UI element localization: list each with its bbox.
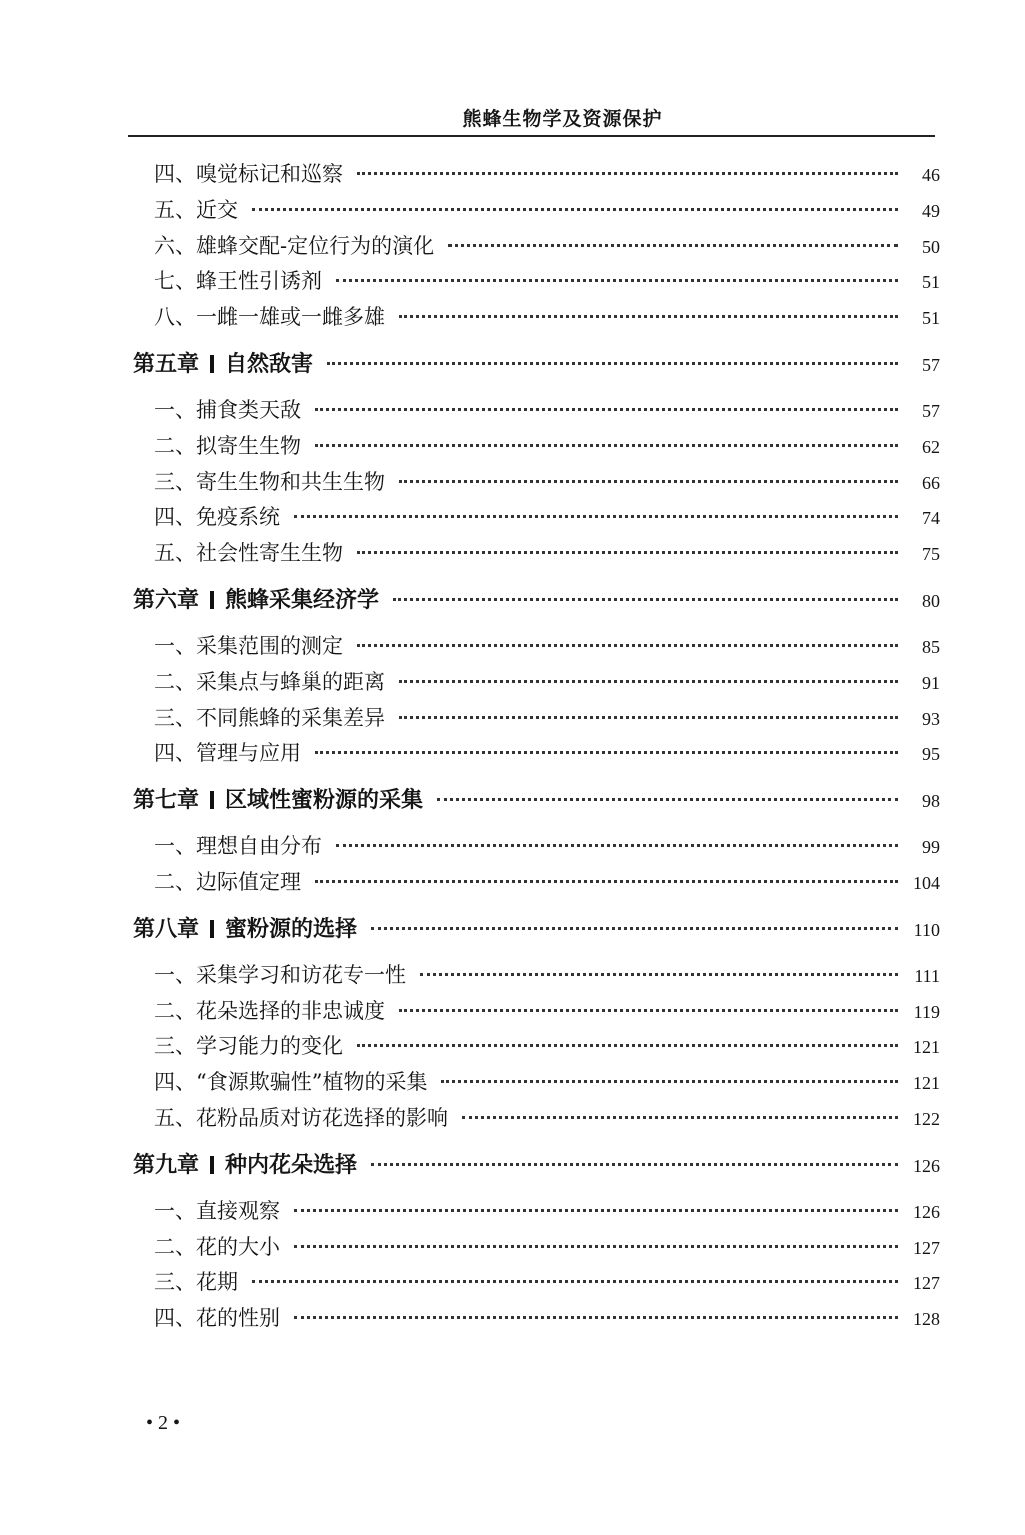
dot-leader (294, 1245, 898, 1248)
dot-leader (357, 1044, 898, 1047)
section-title: 六、雄蜂交配-定位行为的演化 (154, 233, 435, 258)
dot-leader (252, 208, 898, 211)
dot-leader (294, 515, 898, 518)
dot-leader (357, 172, 898, 175)
chapter-title: 熊蜂采集经济学 (225, 587, 380, 613)
entry-page-number: 121 (913, 1037, 940, 1058)
dot-leader (327, 362, 898, 365)
entry-page-number: 98 (922, 791, 940, 812)
toc-section-entry[interactable] (128, 265, 940, 301)
toc-section-entry[interactable] (128, 959, 940, 995)
entry-page-number: 75 (922, 544, 940, 565)
toc-section-entry[interactable] (128, 230, 940, 266)
page-number: • 2 • (146, 1412, 181, 1434)
toc-section-entry[interactable] (128, 1102, 940, 1138)
entry-page-number: 126 (913, 1155, 940, 1176)
chapter-title: 自然敌害 (225, 351, 314, 377)
chapter-number: 第六章 (133, 587, 200, 613)
entry-page-number: 127 (913, 1273, 940, 1294)
dot-leader (441, 1080, 898, 1083)
entry-page-number: 85 (922, 636, 940, 657)
entry-page-number: 49 (922, 200, 940, 221)
dot-leader (393, 598, 898, 601)
toc-section-entry[interactable] (128, 1030, 940, 1066)
section-title: 二、花的大小 (154, 1234, 280, 1259)
section-title: 五、社会性寄生生物 (154, 541, 343, 566)
entry-page-number: 80 (922, 590, 940, 611)
toc-chapter-entry[interactable] (128, 347, 940, 380)
toc-chapter-entry[interactable] (128, 783, 940, 816)
toc-section-entry[interactable] (128, 630, 940, 666)
section-title: 三、寄生生物和共生生物 (154, 469, 385, 494)
dot-leader (437, 798, 898, 801)
toc-section-entry[interactable] (128, 430, 940, 466)
chapter-title: 种内花朵选择 (225, 1152, 358, 1178)
entry-page-number: 62 (922, 436, 940, 457)
toc-chapter-entry[interactable] (128, 1148, 940, 1181)
chapter-separator-bar (210, 355, 214, 373)
toc-chapter-entry[interactable] (128, 912, 940, 945)
running-header-title: 熊蜂生物学及资源保护 (462, 108, 663, 130)
dot-leader (399, 480, 898, 483)
toc-section-entry[interactable] (128, 866, 940, 902)
toc-section-entry[interactable] (128, 537, 940, 573)
entry-page-number: 57 (922, 400, 940, 421)
dot-leader (420, 973, 898, 976)
toc-section-entry[interactable] (128, 995, 940, 1031)
toc-section-entry[interactable] (128, 702, 940, 738)
toc-section-entry[interactable] (128, 301, 940, 337)
toc-section-entry[interactable] (128, 1302, 940, 1338)
entry-page-number: 74 (922, 508, 940, 529)
toc-section-entry[interactable] (128, 1195, 940, 1231)
entry-page-number: 128 (913, 1309, 940, 1330)
dot-leader (371, 1163, 898, 1166)
entry-page-number: 93 (922, 708, 940, 729)
section-title: 七、蜂王性引诱剂 (154, 269, 322, 294)
dot-leader (315, 880, 898, 883)
dot-leader (357, 551, 898, 554)
toc-section-entry[interactable] (128, 830, 940, 866)
chapter-title: 蜜粉源的选择 (225, 916, 358, 942)
entry-page-number: 121 (913, 1073, 940, 1094)
entry-page-number: 91 (922, 672, 940, 693)
toc-section-entry[interactable] (128, 466, 940, 502)
dot-leader (399, 315, 898, 318)
toc-section-entry[interactable] (128, 666, 940, 702)
dot-leader (399, 680, 898, 683)
section-title: 一、理想自由分布 (154, 834, 322, 859)
chapter-title: 区域性蜜粉源的采集 (225, 788, 424, 814)
toc-section-entry[interactable] (128, 158, 940, 194)
entry-page-number: 104 (913, 872, 940, 893)
dot-leader (399, 716, 898, 719)
toc-chapter-entry[interactable] (128, 583, 940, 616)
chapter-separator-bar (210, 591, 214, 609)
section-title: 二、采集点与蜂巢的距离 (154, 669, 385, 694)
dot-leader (315, 751, 898, 754)
entry-page-number: 51 (922, 308, 940, 329)
dot-leader (399, 1009, 898, 1012)
entry-page-number: 119 (913, 1001, 940, 1022)
chapter-separator-bar (210, 1156, 214, 1174)
toc-section-entry[interactable] (128, 501, 940, 537)
section-title: 二、花朵选择的非忠诚度 (154, 998, 385, 1023)
chapter-number: 第五章 (133, 351, 200, 377)
dot-leader (294, 1209, 898, 1212)
section-title: 二、拟寄生生物 (154, 433, 301, 458)
section-title: 四、管理与应用 (154, 741, 301, 766)
dot-leader (448, 244, 898, 247)
section-title: 一、直接观察 (154, 1198, 280, 1223)
dot-leader (252, 1280, 898, 1283)
dot-leader (371, 927, 898, 930)
toc-section-entry[interactable] (128, 737, 940, 773)
entry-page-number: 111 (914, 965, 940, 986)
chapter-number: 第九章 (133, 1152, 200, 1178)
chapter-separator-bar (210, 791, 214, 809)
entry-page-number: 122 (913, 1108, 940, 1129)
dot-leader (357, 644, 898, 647)
toc-section-entry[interactable] (128, 1231, 940, 1267)
entry-page-number: 66 (922, 472, 940, 493)
entry-page-number: 46 (922, 165, 940, 185)
dot-leader (294, 1316, 898, 1319)
section-title: 一、捕食类天敌 (154, 397, 301, 422)
entry-page-number: 51 (922, 272, 940, 293)
section-title: 五、花粉品质对访花选择的影响 (154, 1105, 448, 1130)
toc-section-entry[interactable] (128, 1266, 940, 1302)
chapter-separator-bar (210, 920, 214, 938)
section-title: 三、学习能力的变化 (154, 1034, 343, 1059)
section-title: 三、花期 (154, 1270, 238, 1295)
entry-page-number: 99 (922, 837, 940, 858)
section-title: 二、边际值定理 (154, 869, 301, 894)
section-title: 一、采集学习和访花专一性 (154, 962, 406, 987)
entry-page-number: 126 (913, 1201, 940, 1222)
chapter-number: 第七章 (133, 788, 200, 814)
section-title: 四、花的性别 (154, 1306, 280, 1331)
section-title: 三、不同熊蜂的采集差异 (154, 705, 385, 730)
section-title: 四、免疫系统 (154, 505, 280, 530)
header-rule (128, 135, 935, 137)
toc-section-entry[interactable] (128, 194, 940, 230)
entry-page-number: 57 (922, 354, 940, 375)
section-title: 四、“食源欺骗性”植物的采集 (154, 1070, 428, 1095)
section-title: 一、采集范围的测定 (154, 633, 343, 658)
chapter-number: 第八章 (133, 916, 200, 942)
dot-leader (315, 408, 898, 411)
section-title: 四、嗅觉标记和巡察 (154, 162, 343, 186)
toc-section-entry[interactable] (128, 1066, 940, 1102)
entry-page-number: 50 (922, 236, 940, 257)
section-title: 八、一雌一雄或一雌多雄 (154, 305, 385, 330)
dot-leader (462, 1116, 898, 1119)
entry-page-number: 127 (913, 1237, 940, 1258)
dot-leader (336, 279, 898, 282)
entry-page-number: 95 (922, 744, 940, 765)
section-title: 五、近交 (154, 197, 238, 222)
toc-section-entry[interactable] (128, 394, 940, 430)
dot-leader (336, 844, 898, 847)
entry-page-number: 110 (913, 919, 940, 940)
table-of-contents (128, 158, 940, 1338)
dot-leader (315, 444, 898, 447)
